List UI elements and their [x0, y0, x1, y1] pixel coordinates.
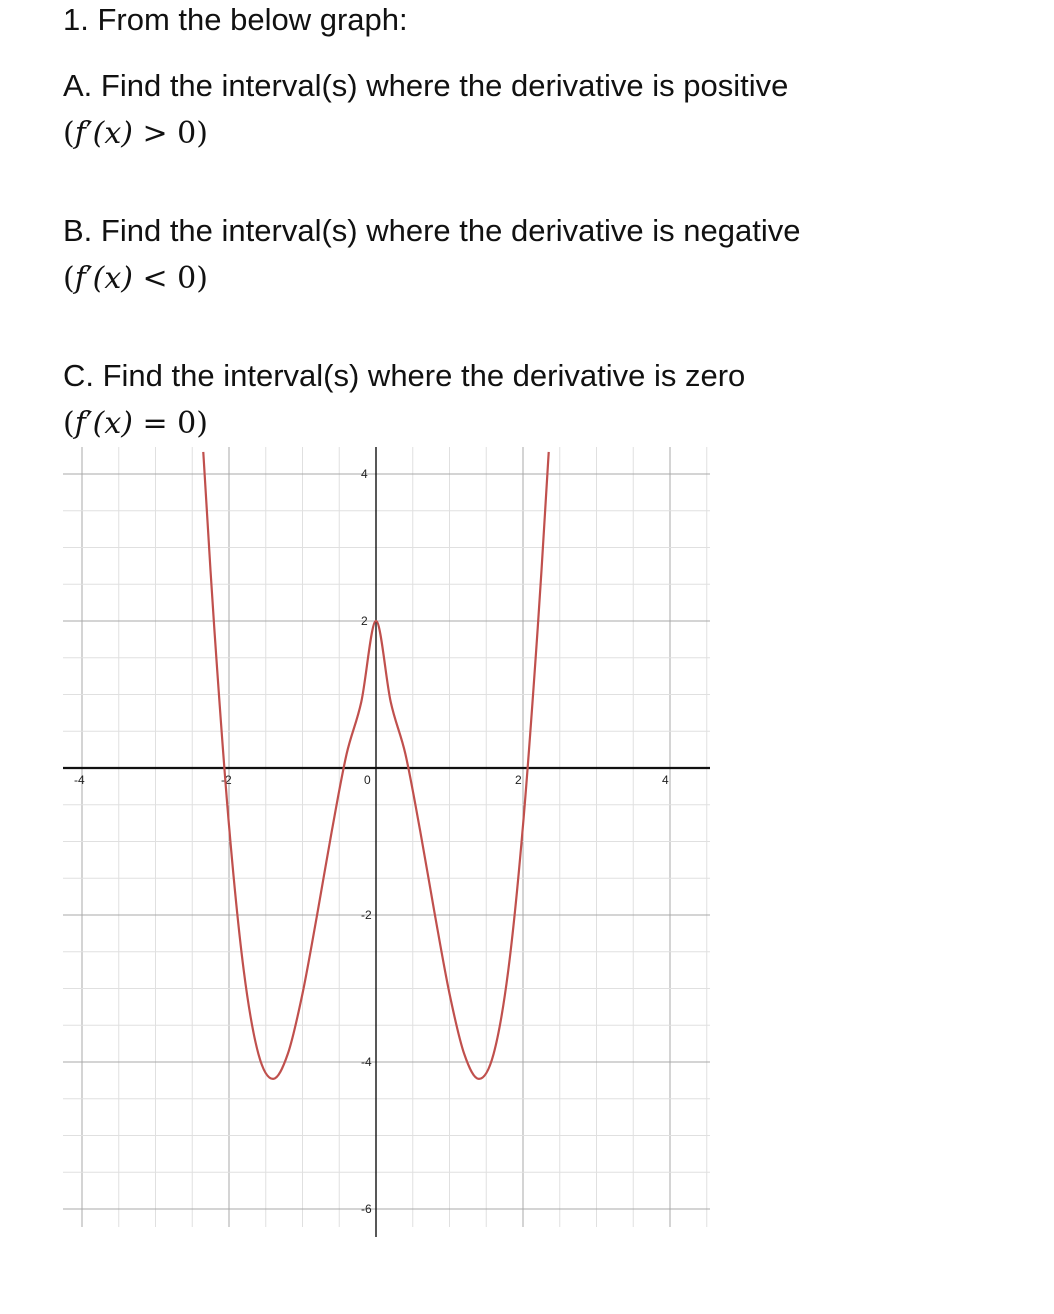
x-tick-label: -4	[74, 773, 85, 787]
x-tick-label: 0	[364, 773, 371, 787]
part-c-text: C. Find the interval(s) where the derivative is zero	[63, 358, 746, 393]
x-tick-label: -2	[221, 773, 232, 787]
y-tick-label: -2	[361, 908, 372, 922]
y-tick-label: -6	[361, 1202, 372, 1216]
x-tick-label: 2	[515, 773, 522, 787]
part-a-text: A. Find the interval(s) where the derivative is positive	[63, 68, 789, 103]
part-a-condition: (f′(x) > 0)	[63, 116, 208, 151]
part-b-text: B. Find the interval(s) where the derivative is negative	[63, 213, 801, 248]
y-tick-label: 4	[361, 467, 368, 481]
part-c-condition: (f′(x) = 0)	[63, 406, 208, 441]
problem-heading: 1. From the below graph:	[63, 2, 408, 37]
part-b-condition: (f′(x) < 0)	[63, 261, 208, 296]
y-tick-label: 2	[361, 614, 368, 628]
y-tick-label: -4	[361, 1055, 372, 1069]
x-tick-label: 4	[662, 773, 669, 787]
grid	[63, 447, 710, 1227]
